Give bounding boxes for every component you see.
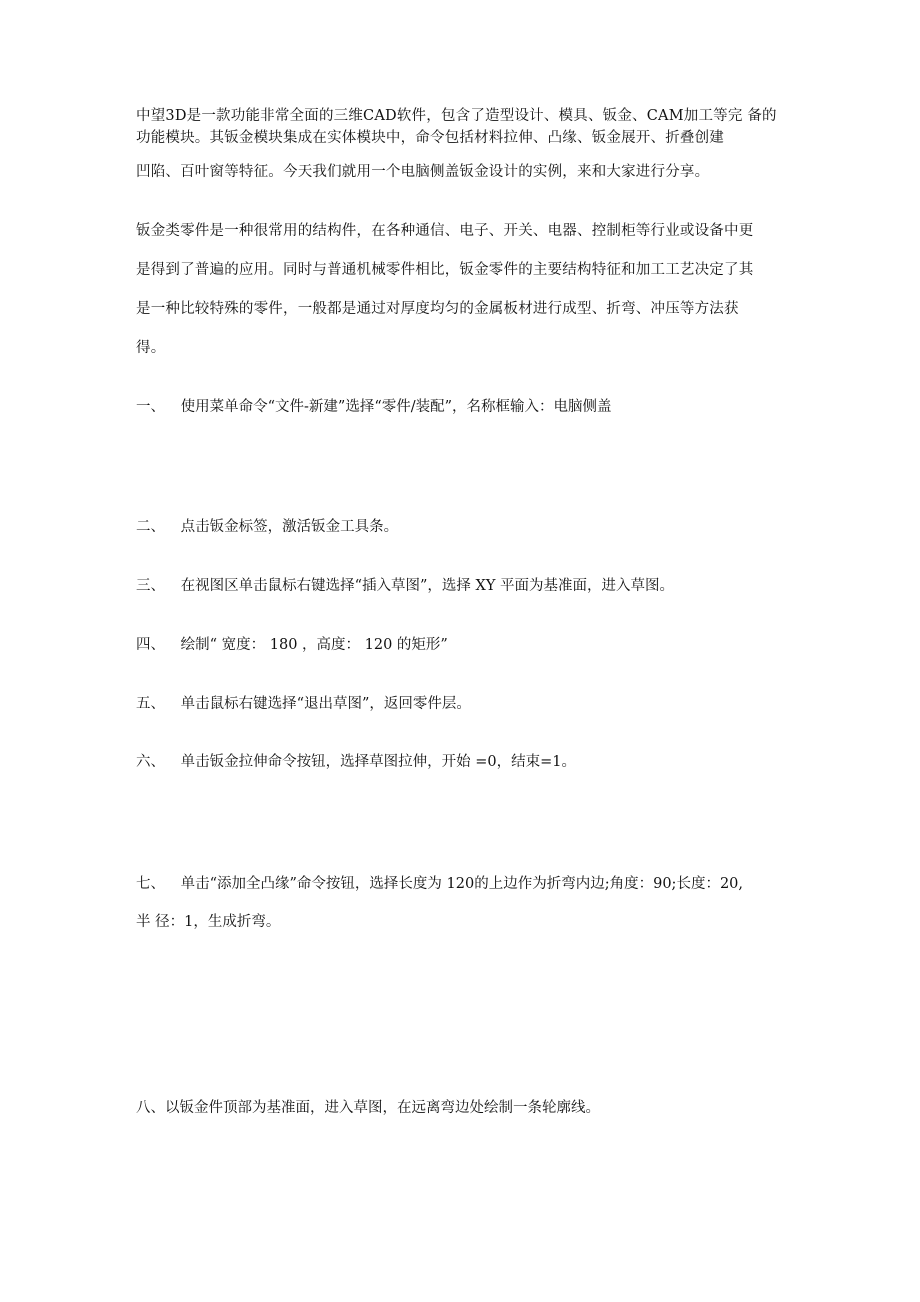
background-line-3: 是一种比较特殊的零件，一般都是通过对厚度均匀的金属板材进行成型、折弯、冲压等方法获 bbox=[136, 301, 739, 317]
step-text: 点击钣金标签，激活钣金工具条。 bbox=[180, 519, 399, 535]
step-number: 一、 bbox=[136, 399, 165, 415]
step-text: 单击鼠标右键选择“退出草图”，返回零件层。 bbox=[180, 696, 471, 712]
intro-line-3: 凹陷、百叶窗等特征。今天我们就用一个电脑侧盖钣金设计的实例，来和大家进行分享。 bbox=[136, 164, 710, 180]
step-text: 单击“添加全凸缘”命令按钮，选择长度为 120的上边作为折弯内边;角度：90;长度：20, bbox=[180, 876, 743, 892]
step-number: 六、 bbox=[136, 754, 165, 770]
step-2 bbox=[136, 517, 398, 537]
step-text: 使用菜单命令“文件-新建”选择“零件/装配”，名称框输入：电脑侧盖 bbox=[180, 399, 612, 415]
step-text: 以钣金件顶部为基准面，进入草图，在远离弯边处绘制一条轮廓线。 bbox=[165, 1100, 600, 1116]
step-3 bbox=[136, 576, 674, 596]
step-text: 单击钣金拉伸命令按钮，选择草图拉伸，开始 =0，结束=1。 bbox=[180, 754, 576, 770]
background-line-4: 得。 bbox=[136, 340, 166, 356]
step-text: 在视图区单击鼠标右键选择“插入草图”，选择 XY 平面为基准面，进入草图。 bbox=[180, 578, 675, 594]
step-number: 三、 bbox=[136, 578, 165, 594]
step-7-continued bbox=[136, 912, 280, 932]
step-number: 八、 bbox=[136, 1100, 165, 1116]
step-7 bbox=[136, 874, 743, 894]
step-number: 二、 bbox=[136, 519, 165, 535]
step-number: 四、 bbox=[136, 637, 165, 653]
background-line-1: 钣金类零件是一种很常用的结构件，在各种通信、电子、开关、电器、控制柜等行业或设备中更 bbox=[136, 223, 754, 239]
background-line-2: 是得到了普遍的应用。同时与普通机械零件相比，钣金零件的主要结构特征和加工工艺决定了其 bbox=[136, 262, 754, 278]
step-text: 半 径：1，生成折弯。 bbox=[136, 914, 281, 930]
step-number: 五、 bbox=[136, 696, 165, 712]
step-8 bbox=[136, 1098, 600, 1118]
step-5 bbox=[136, 694, 471, 714]
intro-line-2: 功能模块。其钣金模块集成在实体模块中，命令包括材料拉伸、凸缘、钣金展开、折叠创建 bbox=[136, 130, 724, 146]
intro-line-1: 中望3D是一款功能非常全面的三维CAD软件，包含了造型设计、模具、钣金、CAM加工等完 备的 bbox=[136, 108, 777, 124]
step-1 bbox=[136, 397, 612, 417]
step-number: 七、 bbox=[136, 876, 165, 892]
step-text: 绘制“ 宽度： 180 ，高度： 120 的矩形” bbox=[180, 637, 448, 653]
step-4 bbox=[136, 635, 448, 655]
step-6 bbox=[136, 752, 576, 772]
